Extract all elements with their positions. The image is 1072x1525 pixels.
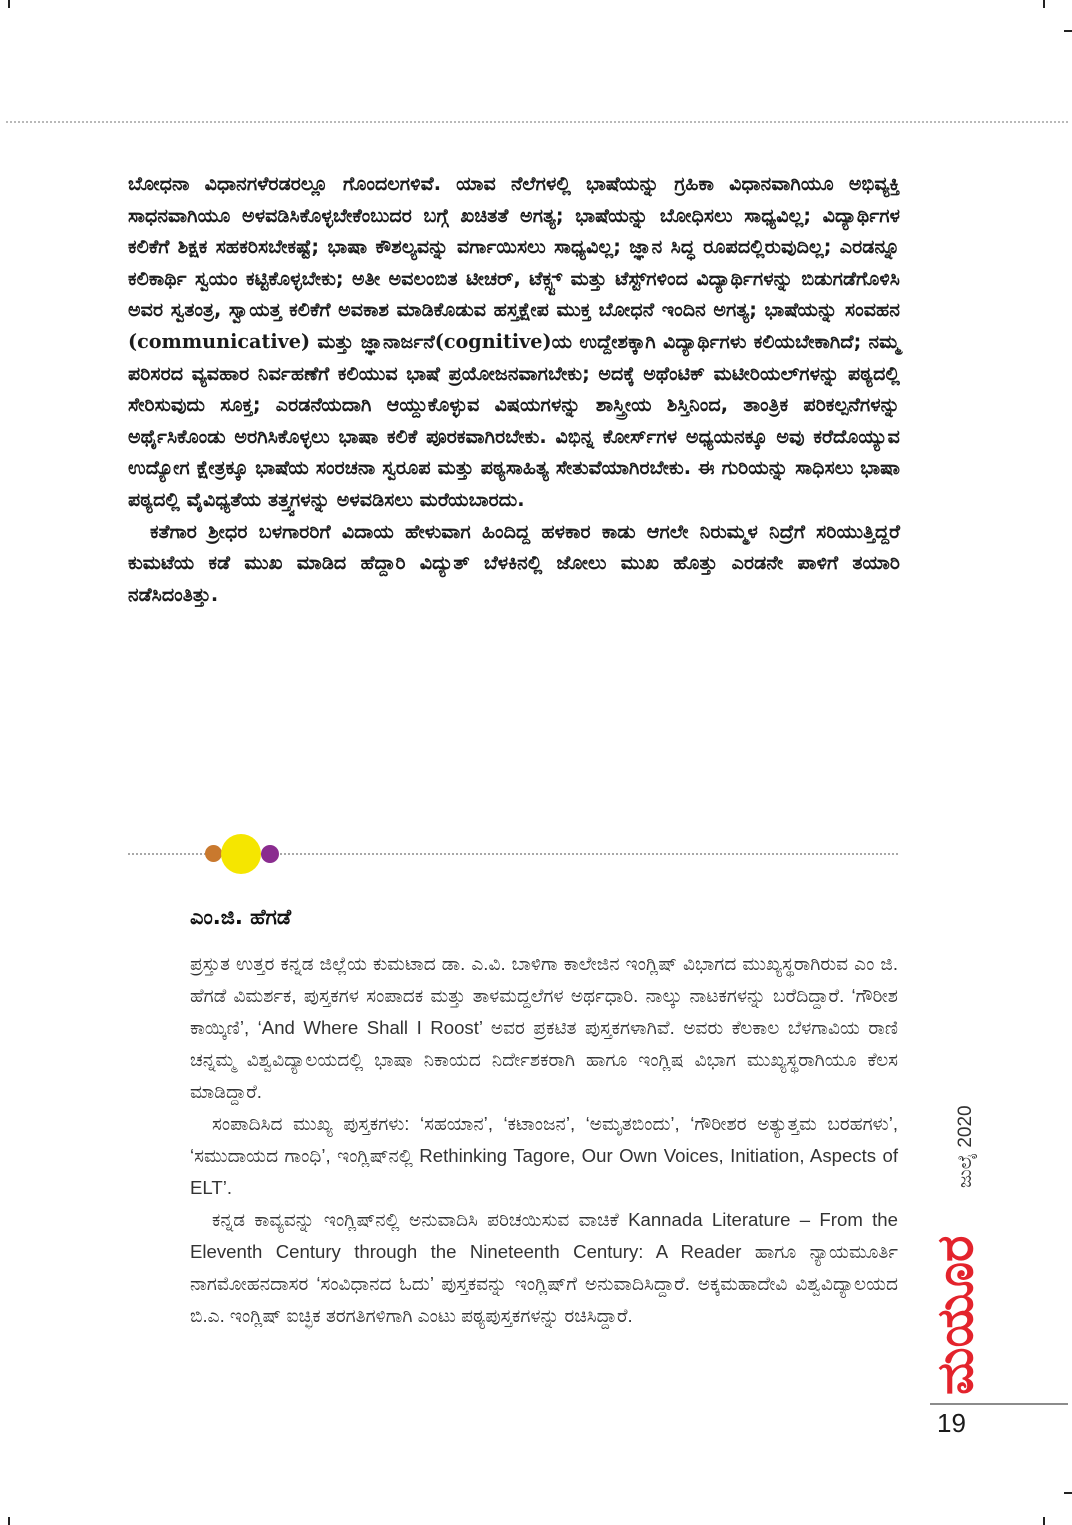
author-name: ಎಂ.ಜಿ. ಹೆಗಡೆ xyxy=(190,905,292,929)
bio-paragraph-2: ಸಂಪಾದಿಸಿದ ಮುಖ್ಯ ಪುಸ್ತಕಗಳು: ‘ಸಹಯಾನ’, ‘ಕಟಾಂಜನ’, ‘ಅಮೃತಬಿಂದು’, ‘ಗೌರೀಶರ ಅತ್ಯುತ್ತಮ ಬರಹಗಳು’, ‘ಸಮುದಾಯದ ಗಾಂಧಿ’, ಇಂಗ್ಲಿಷ್‌ನಲ್ಲಿ Rethinking Tagore, Our Own Voices, Initiation, Aspects of ELT’. xyxy=(190,1113,898,1198)
term-communicative: (communicative) xyxy=(128,329,311,353)
bio-paragraph-1: ಪ್ರಸ್ತುತ ಉತ್ತರ ಕನ್ನಡ ಜಿಲ್ಲೆಯ ಕುಮಟಾದ ಡಾ. ಎ.ವಿ. ಬಾಳಿಗಾ ಕಾಲೇಜಿನ ಇಂಗ್ಲಿಷ್ ವಿಭಾಗದ ಮುಖ್ಯಸ್ಥರಾಗಿರುವ ಎಂ ಜಿ. ಹೆಗಡೆ ವಿಮರ್ಶಕ, ಪುಸ್ತಕಗಳ ಸಂಪಾದಕ ಮತ್ತು ತಾಳಮದ್ದಲೆಗಳ ಅರ್ಥಧಾರಿ. ನಾಲ್ಕು ನಾಟಕಗಳನ್ನು ಬರೆದಿದ್ದಾರೆ. ‘ಗೌರೀಶ ಕಾಯ್ಕಿಣಿ’, ‘And Where Shall I Roost’ ಅವರ ಪ್ರಕಟಿತ ಪುಸ್ತಕಗಳಾಗಿವೆ. ಅವರು ಕೆಲಕಾಲ ಬೆಳಗಾವಿಯ ರಾಣಿ ಚನ್ನಮ್ಮ ವಿಶ್ವವಿದ್ಯಾಲಯದಲ್ಲಿ ಭಾಷಾ ನಿಕಾಯದ ನಿರ್ದೇಶಕರಾಗಿ ಹಾಗೂ ಇಂಗ್ಲಿಷ ವಿಭಾಗ ಮುಖ್ಯಸ್ಥರಾಗಿಯೂ ಕೆಲಸ ಮಾಡಿದ್ದಾರೆ. xyxy=(190,953,898,1102)
top-dotted-rule xyxy=(6,121,1068,123)
page-number-rule xyxy=(930,1403,1068,1405)
article-body xyxy=(128,168,900,610)
crop-mark-bottom-right xyxy=(1043,1517,1045,1525)
author-bio xyxy=(190,948,898,1332)
orange-dot-ornament xyxy=(205,845,222,862)
article-text: ಯ ಉದ್ದೇಶಕ್ಕಾಗಿ ವಿದ್ಯಾರ್ಥಿಗಳು ಕಲಿಯಬೇಕಾಗಿದೆ; ನಮ್ಮ ಪರಿಸರದ ವ್ಯವಹಾರ ನಿರ್ವಹಣೆಗೆ ಕಲಿಯುವ ಭಾಷೆ ಪ್ರಯೋಜನವಾಗಬೇಕು; ಅದಕ್ಕೆ ಅಥೆಂಟಿಕ್ ಮಟೀರಿಯಲ್‌ಗಳನ್ನು ಪಠ್ಯದಲ್ಲಿ ಸೇರಿಸುವುದು ಸೂಕ್ತ; ಎರಡನೆಯದಾಗಿ ಆಯ್ದುಕೊಳ್ಳುವ ವಿಷಯಗಳನ್ನು ಶಾಸ್ತ್ರೀಯ ಶಿಸ್ತಿನಿಂದ, ತಾಂತ್ರಿಕ ಪರಿಕಲ್ಪನೆಗಳನ್ನು ಅರ್ಥೈಸಿಕೊಂಡು ಅರಗಿಸಿಕೊಳ್ಳಲು ಭಾಷಾ ಕಲಿಕೆ ಪೂರಕವಾಗಿರಬೇಕು. ವಿಭಿನ್ನ ಕೋರ್ಸ್‌ಗಳ ಅಧ್ಯಯನಕ್ಕೂ ಅವು ಕರೆದೊಯ್ಯುವ ಉದ್ಯೋಗ ಕ್ಷೇತ್ರಕ್ಕೂ ಭಾಷೆಯ ಸಂರಚನಾ ಸ್ವರೂಪ ಮತ್ತು ಪಠ್ಯಸಾಹಿತ್ಯ ಸೇತುವೆಯಾಗಿರಬೇಕು. ಈ ಗುರಿಯನ್ನು ಸಾಧಿಸಲು ಭಾಷಾ ಪಠ್ಯದಲ್ಲಿ ವೈವಿಧ್ಯತೆಯ ತತ್ತ್ವಗಳನ್ನು ಅಳವಡಿಸಲು ಮರೆಯಬಾರದು. xyxy=(128,329,901,511)
article-paragraph-2: ಕತೆಗಾರ ಶ್ರೀಧರ ಬಳಗಾರರಿಗೆ ವಿದಾಯ ಹೇಳುವಾಗ ಹಿಂದಿದ್ದ ಹಳಕಾರ ಕಾಡು ಆಗಲೇ ನಿರುಮ್ಮಳ ನಿದ್ರೆಗೆ ಸರಿಯುತ್ತಿದ್ದರೆ ಕುಮಟೆಯ ಕಡೆ ಮುಖ ಮಾಡಿದ ಹೆದ್ದಾರಿ ವಿದ್ಯುತ್ ಬೆಳಕಿನಲ್ಲಿ ಜೋಲು ಮುಖ ಹೊತ್ತು ಎರಡನೇ ಪಾಳಿಗೆ ತಯಾರಿ ನಡೆಸಿದಂತಿತ್ತು. xyxy=(128,519,900,606)
bio-paragraph-3: ಕನ್ನಡ ಕಾವ್ಯವನ್ನು ಇಂಗ್ಲಿಷ್‌ನಲ್ಲಿ ಅನುವಾದಿಸಿ ಪರಿಚಯಿಸುವ ವಾಚಿಕೆ Kannada Literature – From the Eleventh Century through the Nineteenth Century: A Reader ಹಾಗೂ ನ್ಯಾಯಮೂರ್ತಿ ನಾಗಮೋಹನದಾಸರ ‘ಸಂವಿಧಾನದ ಓದು’ ಪುಸ್ತಕವನ್ನು ಇಂಗ್ಲಿಷ್‌ಗೆ ಅನುವಾದಿಸಿದ್ದಾರೆ. ಅಕ್ಕಮಹಾದೇವಿ ವಿಶ್ವವಿದ್ಯಾಲಯದ ಬಿ.ಎ. ಇಂಗ್ಲಿಷ್ ಐಚ್ಛಿಕ ತರಗತಿಗಳಿಗಾಗಿ ಎಂಟು ಪಠ್ಯಪುಸ್ತಕಗಳನ್ನು ರಚಿಸಿದ್ದಾರೆ. xyxy=(190,1209,898,1326)
yellow-dot-ornament xyxy=(221,834,261,874)
issue-date: ಜುಲೈ 2020 xyxy=(955,1105,976,1188)
magazine-title: ಮಯೂರ xyxy=(926,1235,984,1395)
crop-mark-bottom-left xyxy=(8,1517,10,1525)
crop-mark-right-lower xyxy=(1064,1492,1072,1494)
article-paragraph-1 xyxy=(128,168,900,516)
purple-dot-ornament xyxy=(261,845,279,863)
term-cognitive: (cognitive) xyxy=(434,329,552,353)
page-number: 19 xyxy=(937,1408,966,1438)
crop-mark-top-right xyxy=(1043,0,1045,8)
article-text: ಮತ್ತು ಜ್ಞಾನಾರ್ಜನೆ xyxy=(317,329,435,353)
article-text: ಬೋಧನಾ ವಿಧಾನಗಳೆರಡರಲ್ಲೂ ಗೊಂದಲಗಳಿವೆ. ಯಾವ ನೆಲೆಗಳಲ್ಲಿ ಭಾಷೆಯನ್ನು ಗ್ರಹಿಕಾ ವಿಧಾನವಾಗಿಯೂ ಅಭಿವ್ಯಕ್ತಿ ಸಾಧನವಾಗಿಯೂ ಅಳವಡಿಸಿಕೊಳ್ಳಬೇಕೆಂಬುದರ ಬಗ್ಗೆ ಖಚಿತತೆ ಅಗತ್ಯ; ಭಾಷೆಯನ್ನು ಬೋಧಿಸಲು ಸಾಧ್ಯವಿಲ್ಲ; ವಿದ್ಯಾರ್ಥಿಗಳ ಕಲಿಕೆಗೆ ಶಿಕ್ಷಕ ಸಹಕರಿಸಬೇಕಷ್ಟೆ; ಭಾಷಾ ಕೌಶಲ್ಯವನ್ನು ವರ್ಗಾಯಿಸಲು ಸಾಧ್ಯವಿಲ್ಲ; ಜ್ಞಾನ ಸಿದ್ಧ ರೂಪದಲ್ಲಿರುವುದಿಲ್ಲ; ಎರಡನ್ನೂ ಕಲಿಕಾರ್ಥಿ ಸ್ವಯಂ ಕಟ್ಟಿಕೊಳ್ಳಬೇಕು; ಅತೀ ಅವಲಂಬಿತ ಟೀಚರ್, ಟೆಕ್ಸ್ಟ್ ಮತ್ತು ಟೆಸ್ಟ್‌ಗಳಿಂದ ವಿದ್ಯಾರ್ಥಿಗಳನ್ನು ಬಿಡುಗಡೆಗೊಳಿಸಿ ಅವರ ಸ್ವತಂತ್ರ, ಸ್ವಾಯತ್ತ ಕಲಿಕೆಗೆ ಅವಕಾಶ ಮಾಡಿಕೊಡುವ ಹಸ್ತಕ್ಷೇಪ ಮುಕ್ತ ಬೋಧನೆ ಇಂದಿನ ಅಗತ್ಯ; ಭಾಷೆಯನ್ನು ಸಂವಹನ xyxy=(128,172,900,322)
crop-mark-right-upper xyxy=(1064,30,1072,32)
crop-mark-top-left xyxy=(8,0,10,8)
